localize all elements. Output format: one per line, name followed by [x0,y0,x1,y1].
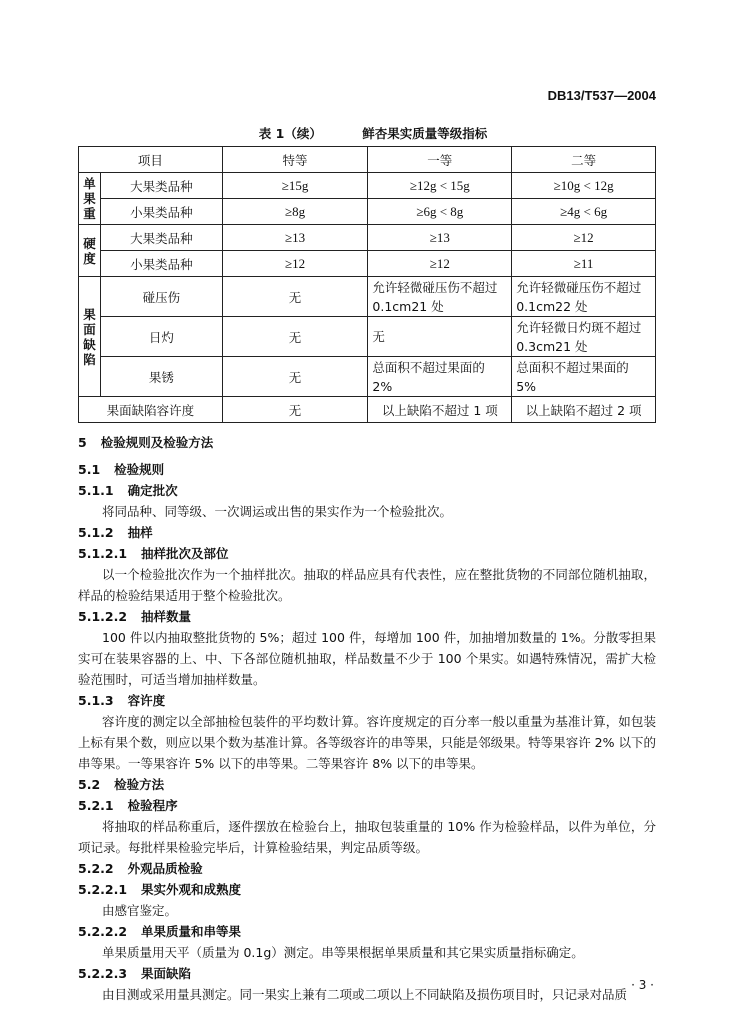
table-row [79,199,656,225]
cell-first: 总面积不超过果面的 2% [368,357,512,397]
standard-code: DB13/T537—2004 [547,88,656,103]
cell-first: 允许轻微碰压伤不超过 0.1cm21 处 [368,277,512,317]
group-label-hardness: 硬度 [79,225,101,277]
row-label: 果面缺陷容许度 [79,397,223,423]
paragraph: 单果质量用天平（质量为 0.1g）测定。串等果根据单果质量和其它果实质量指标确定。 [102,945,584,960]
table-row [79,173,656,199]
cell-second: 允许轻微日灼斑不超过 0.3cm21 处 [512,317,656,357]
table-name: 鲜杏果实质量等级指标 [362,126,488,141]
paragraph: 将同品种、同等级、一次调运或出售的果实作为一个检验批次。 [102,504,453,519]
section-heading [78,963,656,984]
section-title: 检验规则 [114,462,165,477]
paragraph: 容许度的测定以全部抽检包装件的平均数计算。容许度规定的百分率一般以重量为基准计算，如包装上标有果个数，则应以果个数为基准计算。各等级容许的串等果，只能是邻级果。特等果容许 2% 以下的串等果。一等果容许 5% 以下的串等果。二等果容许 8% 以下的串等果。 [78,714,656,771]
cell-second: ≥4g < 6g [512,199,656,225]
row-label: 果锈 [100,357,222,397]
section-number: 5.2 [78,777,101,792]
group-label-weight: 单果重 [79,173,101,225]
section-number: 5 [78,435,87,450]
document-body [78,432,656,1005]
section-heading [78,480,656,501]
cell-second: ≥12 [512,225,656,251]
row-label: 小果类品种 [100,251,222,277]
cell-second: 允许轻微碰压伤不超过 0.1cm22 处 [512,277,656,317]
paragraph: 由感官鉴定。 [102,903,178,918]
cell-first: 以上缺陷不超过 1 项 [368,397,512,423]
cell-special: 无 [222,357,368,397]
row-label: 日灼 [100,317,222,357]
cell-first: ≥13 [368,225,512,251]
section-heading [78,879,656,900]
section-number: 5.1.1 [78,483,114,498]
quality-grade-table [78,146,656,423]
section-number: 5.2.2 [78,861,114,876]
table-row [79,277,656,317]
section-title: 果面缺陷 [141,966,192,981]
section-heading [78,459,656,480]
section-number: 5.1.3 [78,693,114,708]
section-heading [78,606,656,627]
cell-special: 无 [222,317,368,357]
group-label-defects: 果面缺陷 [79,277,101,397]
section-title: 抽样数量 [141,609,192,624]
table-row [79,357,656,397]
section-title: 检验规则及检验方法 [100,435,214,450]
table-row [79,397,656,423]
section-number: 5.1 [78,462,101,477]
section-title: 抽样批次及部位 [141,546,229,561]
paragraph: 将抽取的样品称重后，逐件摆放在检验台上，抽取包装重量的 10% 作为检验样品，以件为单位，分项记录。每批样果检验完毕后，计算检验结果，判定品质等级。 [78,819,656,855]
section-number: 5.1.2.1 [78,546,128,561]
section-title: 果实外观和成熟度 [141,882,242,897]
cell-special: 无 [222,397,368,423]
section-heading [78,795,656,816]
table-row [79,251,656,277]
paragraph: 由目测或采用量具测定。同一果实上兼有二项或二项以上不同缺陷及损伤项目时，只记录对品质 [102,987,628,1002]
section-number: 5.2.2.2 [78,924,128,939]
cell-special: ≥15g [222,173,368,199]
section-number: 5.2.1 [78,798,114,813]
section-title: 容许度 [127,693,166,708]
section-number: 5.1.2.2 [78,609,128,624]
section-title: 检验程序 [127,798,178,813]
cell-special: ≥12 [222,251,368,277]
section-heading [78,921,656,942]
section-heading [78,858,656,879]
cell-first: ≥12g < 15g [368,173,512,199]
cell-special: 无 [222,277,368,317]
section-heading [78,690,656,711]
cell-first: 无 [368,317,512,357]
row-label: 大果类品种 [100,173,222,199]
row-label: 大果类品种 [100,225,222,251]
cell-second: 以上缺陷不超过 2 项 [512,397,656,423]
section-number: 5.1.2 [78,525,114,540]
section-title: 外观品质检验 [127,861,203,876]
table-header-row [79,147,656,173]
section-number: 5.2.2.1 [78,882,128,897]
header-second: 二等 [512,147,656,173]
section-heading [78,432,656,453]
section-number: 5.2.2.3 [78,966,128,981]
page-number: · 3 · [631,978,654,992]
header-first: 一等 [368,147,512,173]
section-heading [78,774,656,795]
section-title: 抽样 [127,525,153,540]
header-item: 项目 [79,147,223,173]
table-caption: 表 1（续） [258,126,322,141]
cell-second: ≥10g < 12g [512,173,656,199]
section-title: 检验方法 [114,777,165,792]
cell-second: 总面积不超过果面的 5% [512,357,656,397]
section-heading [78,522,656,543]
section-title: 确定批次 [127,483,178,498]
cell-first: ≥12 [368,251,512,277]
cell-first: ≥6g < 8g [368,199,512,225]
cell-special: ≥8g [222,199,368,225]
cell-second: ≥11 [512,251,656,277]
table-row [79,317,656,357]
header-special: 特等 [222,147,368,173]
row-label: 碰压伤 [100,277,222,317]
section-title: 单果质量和串等果 [141,924,242,939]
cell-special: ≥13 [222,225,368,251]
paragraph: 100 件以内抽取整批货物的 5%；超过 100 件，每增加 100 件，加抽增加数量的 1%。分散零担果实可在装果容器的上、中、下各部位随机抽取，样品数量不少于 100 个果实。如遇特殊情况，需扩大检验范围时，可适当增加抽样数量。 [78,630,656,687]
row-label: 小果类品种 [100,199,222,225]
section-heading [78,543,656,564]
table-row [79,225,656,251]
paragraph: 以一个检验批次作为一个抽样批次。抽取的样品应具有代表性，应在整批货物的不同部位随机抽取，样品的检验结果适用于整个检验批次。 [78,567,656,603]
table-title [0,124,746,142]
